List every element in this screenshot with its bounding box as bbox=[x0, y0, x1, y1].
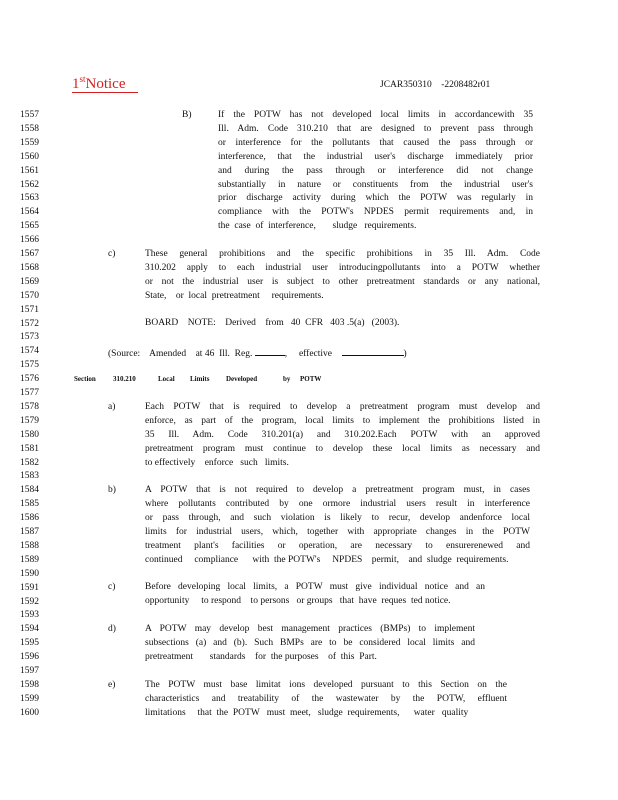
line-number: 1597 bbox=[20, 666, 39, 676]
document-id: JCAR350310 -2208482r01 bbox=[380, 80, 491, 90]
paragraph-line: prior discharge activity during which the POTW was regularly in bbox=[218, 193, 533, 204]
line-number: 1583 bbox=[20, 471, 39, 482]
line-number: 1592 bbox=[20, 596, 39, 607]
paragraph-line: A POTW that is not required to develop a pretreatment program must, in cases bbox=[145, 485, 530, 495]
line-number: 1575 bbox=[20, 360, 39, 371]
line-number: 1599 bbox=[20, 693, 39, 704]
line-number: 1596 bbox=[20, 652, 39, 663]
line-number: 1568 bbox=[20, 262, 39, 273]
line-number: 1581 bbox=[20, 443, 39, 454]
paragraph-line: to effectively enforce such limits. bbox=[145, 457, 289, 468]
line-number: 1591 bbox=[20, 582, 39, 593]
paragraph-line: treatment plant's facilities or operation, are necessary to ensurerenewed and bbox=[145, 540, 530, 551]
paragraph-line: limitations that the POTW must meet, sludge requirements, water quality bbox=[145, 707, 469, 718]
line-number: 1565 bbox=[20, 221, 39, 232]
paragraph-line: Each POTW that is required to develop a pretreatment program must develop and bbox=[145, 402, 540, 412]
register-blank bbox=[255, 346, 285, 356]
section-title-word-3: Developed bbox=[226, 375, 258, 383]
paragraph-line: substantially in nature or constituents from the industrial user's bbox=[218, 179, 533, 190]
section-title-word-5: POTW bbox=[300, 375, 322, 383]
line-number: 1566 bbox=[20, 235, 39, 246]
para-d-label: d) bbox=[108, 624, 116, 634]
line-number: 1558 bbox=[20, 123, 39, 134]
first-notice-label bbox=[72, 74, 138, 93]
paragraph-line: The POTW must base limitat ions developed pursuant to this Section on the bbox=[145, 680, 507, 690]
paragraph-line: State, or local pretreatment requirements. bbox=[145, 290, 324, 301]
line-number: 1577 bbox=[20, 388, 39, 398]
line-number: 1576 bbox=[20, 374, 39, 385]
line-number: 1571 bbox=[20, 304, 39, 315]
line-number: 1560 bbox=[20, 151, 39, 162]
line-number: 1590 bbox=[20, 568, 39, 579]
paragraph-line: 35 Ill. Adm. Code 310.201(a) and 310.202.Each POTW with an approved bbox=[145, 429, 540, 440]
section-title-word-4: by bbox=[283, 375, 291, 383]
notice-word: Notice bbox=[85, 76, 126, 92]
source-note bbox=[108, 346, 407, 360]
section-label: Section bbox=[74, 375, 96, 383]
line-number: 1578 bbox=[20, 401, 39, 412]
paragraph-line: and during the pass through or interference did not change bbox=[218, 165, 533, 176]
paragraph-line: These general prohibitions and the specific prohibitions in 35 Ill. Adm. Code bbox=[145, 249, 540, 259]
para-b-label: b) bbox=[108, 485, 116, 495]
paragraph-line: limits for industrial users, which, together with appropriate changes in the POTW bbox=[145, 526, 530, 537]
line-number: 1567 bbox=[20, 249, 39, 259]
paragraph-line: or pass through, and such violation is likely to recur, develop andenforce local bbox=[145, 512, 530, 523]
notice-superscript: st bbox=[79, 74, 86, 84]
source-mid: , effective bbox=[284, 349, 333, 359]
para-c-label: c) bbox=[108, 249, 116, 259]
line-number: 1579 bbox=[20, 415, 39, 426]
source-prefix: (Source: Amended at 46 Ill. Reg. bbox=[108, 349, 253, 359]
line-number: 1582 bbox=[20, 457, 39, 468]
notice-number: 1 bbox=[72, 76, 80, 92]
line-number: 1564 bbox=[20, 207, 39, 218]
paragraph-line: Ill. Adm. Code 310.210 that are designed to prevent pass through bbox=[218, 123, 533, 134]
para-b-upper-label: B) bbox=[182, 110, 192, 120]
para-c2-label: c) bbox=[108, 582, 116, 592]
line-number: 1561 bbox=[20, 165, 39, 176]
line-number: 1574 bbox=[20, 346, 39, 357]
line-number: 1585 bbox=[20, 499, 39, 510]
paragraph-line: or interference for the pollutants that caused the pass through or bbox=[218, 137, 533, 148]
line-number: 1587 bbox=[20, 527, 39, 537]
line-number: 1584 bbox=[20, 485, 39, 496]
line-number: 1598 bbox=[20, 679, 39, 690]
line-number: 1595 bbox=[20, 638, 39, 649]
line-number: 1600 bbox=[20, 707, 39, 718]
paragraph-line: interference, that the industrial user's discharge immediately prior bbox=[218, 151, 533, 162]
source-suffix: ) bbox=[403, 349, 407, 359]
line-number: 1594 bbox=[20, 624, 39, 635]
effective-date-blank bbox=[342, 346, 404, 356]
paragraph-line: enforce, as part of the program, local limits to implement the prohibitions listed in bbox=[145, 415, 540, 426]
section-title-word-2: Limits bbox=[190, 375, 210, 383]
paragraph-line: where pollutants contributed by one ormore industrial users result in interference bbox=[145, 498, 530, 509]
line-number: 1557 bbox=[20, 110, 39, 120]
line-number: 1589 bbox=[20, 554, 39, 565]
section-title-word-1: Local bbox=[158, 375, 175, 383]
line-number: 1593 bbox=[20, 610, 39, 621]
paragraph-line: subsections (a) and (b). Such BMPs are to be considered local limits and bbox=[145, 637, 475, 648]
para-e-label: e) bbox=[108, 680, 116, 690]
paragraph-line: pretreatment standards for the purposes of this Part. bbox=[145, 651, 377, 662]
board-note: BOARD NOTE: Derived from 40 CFR 403 .5(a) (2003). bbox=[145, 318, 400, 328]
paragraph-line: opportunity to respond to persons or groups that have reques ted notice. bbox=[145, 595, 451, 606]
section-number: 310.210 bbox=[113, 375, 136, 383]
line-number: 1562 bbox=[20, 179, 39, 190]
paragraph-line: Before developing local limits, a POTW must give individual notice and an bbox=[145, 582, 485, 592]
line-number: 1586 bbox=[20, 513, 39, 524]
paragraph-line: A POTW may develop best management practices (BMPs) to implement bbox=[145, 624, 475, 634]
line-number: 1569 bbox=[20, 276, 39, 287]
paragraph-line: If the POTW has not developed local limits in accordancewith 35 bbox=[218, 110, 533, 120]
para-a-label: a) bbox=[108, 402, 116, 412]
paragraph-line: or not the industrial user is subject to other pretreatment standards or any national, bbox=[145, 276, 540, 287]
paragraph-line: the case of interference, sludge requirements. bbox=[218, 221, 417, 232]
paragraph-line: pretreatment program must continue to develop these local limits as necessary and bbox=[145, 443, 540, 454]
line-number: 1580 bbox=[20, 429, 39, 440]
line-number: 1588 bbox=[20, 540, 39, 551]
line-number: 1559 bbox=[20, 137, 39, 148]
paragraph-line: compliance with the POTW's NPDES permit requirements and, in bbox=[218, 207, 533, 218]
line-number: 1572 bbox=[20, 318, 39, 329]
paragraph-line: continued compliance with the POTW's NPDES permit, and sludge requirements. bbox=[145, 554, 509, 565]
paragraph-line: 310.202 apply to each industrial user introducingpollutants into a POTW whether bbox=[145, 262, 540, 273]
line-number: 1570 bbox=[20, 290, 39, 301]
line-number: 1573 bbox=[20, 332, 39, 343]
paragraph-line: characteristics and treatability of the wastewater by the POTW, effluent bbox=[145, 693, 507, 704]
line-number: 1563 bbox=[20, 193, 39, 204]
